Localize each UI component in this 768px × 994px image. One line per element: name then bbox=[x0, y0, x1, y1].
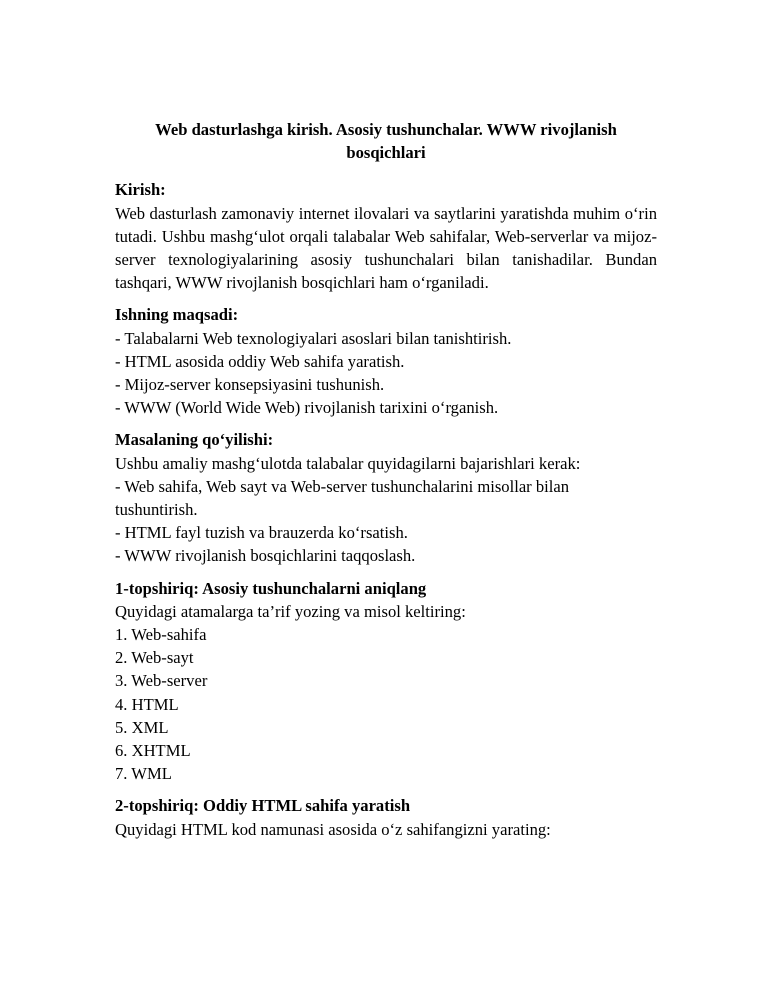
task2-section bbox=[115, 794, 657, 840]
task-statement-intro: Ushbu amaliy mashg‘ulotda talabalar quyidagilarni bajarishlari kerak: bbox=[115, 453, 581, 473]
document-title: Web dasturlashga kirish. Asosiy tushunchalar. WWW rivojlanish bosqichlari bbox=[155, 120, 617, 163]
goal-section bbox=[115, 303, 657, 419]
goal-item: - Talabalarni Web texnologiyalari asoslari bilan tanishtirish. bbox=[115, 328, 512, 348]
task-statement-item: - WWW rivojlanish bosqichlarini taqqoslash. bbox=[115, 546, 416, 566]
goal-heading: Ishning maqsadi: bbox=[115, 305, 239, 325]
task-statement-item: - HTML fayl tuzish va brauzerda ko‘rsatish. bbox=[115, 523, 408, 543]
task1-item: 5. XML bbox=[115, 717, 169, 737]
task2-intro: Quyidagi HTML kod namunasi asosida o‘z sahifangizni yarating: bbox=[115, 819, 551, 839]
intro-heading: Kirish: bbox=[115, 180, 166, 200]
document-page bbox=[115, 118, 657, 850]
task1-intro: Quyidagi atamalarga ta’rif yozing va misol keltiring: bbox=[115, 601, 466, 621]
task1-heading: 1-topshiriq: Asosiy tushunchalarni aniqlang bbox=[115, 578, 427, 598]
task-statement-item: - Web sahifa, Web sayt va Web-server tushunchalarini misollar bilan tushuntirish. bbox=[115, 476, 570, 520]
task2-heading: 2-topshiriq: Oddiy HTML sahifa yaratish bbox=[115, 796, 411, 816]
task1-item: 4. HTML bbox=[115, 694, 179, 714]
intro-section bbox=[115, 178, 657, 294]
goal-item: - Mijoz-server konsepsiyasini tushunish. bbox=[115, 375, 385, 395]
goal-item: - WWW (World Wide Web) rivojlanish tarixini o‘rganish. bbox=[115, 398, 499, 418]
task1-item: 3. Web-server bbox=[115, 671, 208, 691]
intro-text: Web dasturlash zamonaviy internet ilovalari va saytlarini yaratishda muhim o‘rin tutadi. Ushbu mashg‘ulot orqali talabalar Web sahifalar, Web-serverlar va mijoz-server texnologiyalarining asosiy tushunchalari bilan tanishadilar. Bundan tashqari, WWW rivojlanish bosqichlari ham o‘rganiladi. bbox=[115, 203, 657, 293]
task1-item: 7. WML bbox=[115, 764, 172, 784]
goal-item: - HTML asosida oddiy Web sahifa yaratish. bbox=[115, 351, 405, 371]
task-statement-heading: Masalaning qo‘yilishi: bbox=[115, 430, 274, 450]
task1-item: 2. Web-sayt bbox=[115, 648, 194, 668]
task1-item: 6. XHTML bbox=[115, 741, 191, 761]
task-statement-section bbox=[115, 428, 657, 567]
task1-section bbox=[115, 577, 657, 786]
task1-item: 1. Web-sahifa bbox=[115, 625, 207, 645]
